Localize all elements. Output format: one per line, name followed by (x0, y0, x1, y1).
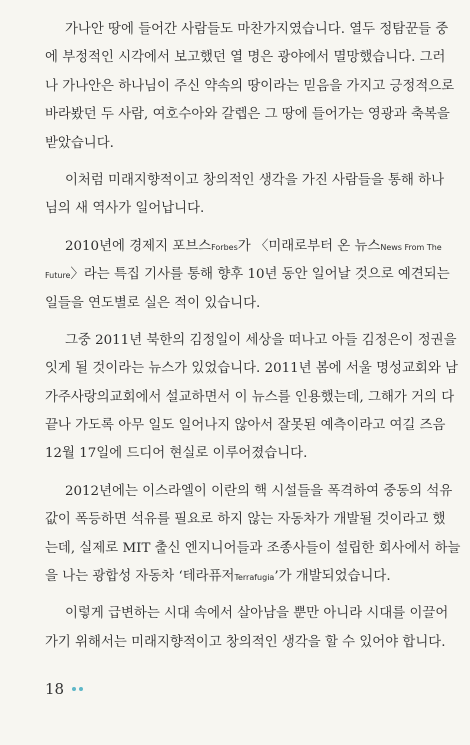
text-line: 12월 17일에 드디어 현실로 이루어졌습니다. (45, 446, 308, 462)
paragraph (45, 233, 450, 318)
text-run: 을 나는 광합성 자동차 ‘테라퓨저 (45, 569, 235, 585)
text-run: 가 〈미래로부터 온 뉴스 (237, 238, 381, 254)
text-line: 바라봤던 두 사람, 여호수아와 갈렙은 그 땅에 들어가는 영광과 축복을 (45, 107, 450, 123)
paragraph (45, 167, 445, 224)
text-line: 그중 2011년 북한의 김정일이 세상을 떠나고 아들 김정은이 정권을 (65, 332, 457, 348)
text-run: 〉라는 특집 기사를 통해 향후 10년 동안 일어날 것으로 예견되는 (70, 267, 450, 283)
text-line: 나 가나안은 하나님이 주신 약속의 땅이라는 믿음을 가지고 긍정적으로 (45, 78, 455, 94)
paragraph (45, 478, 461, 592)
paragraph (45, 600, 449, 657)
text-line: 가주사랑의교회에서 설교하면서 이 뉴스를 인용했는데, 그해가 거의 다 (45, 389, 455, 405)
text-run: 2010년에 경제지 포브스 (65, 238, 212, 254)
text-line: 가기 위해서는 미래지향적이고 창의적인 생각을 할 수 있어야 합니다. (45, 634, 446, 650)
text-line: 에 부정적인 시각에서 보고했던 열 명은 광야에서 멸망했습니다. 그러 (45, 50, 446, 66)
text-line (45, 261, 450, 289)
page-dots-icon (72, 687, 83, 691)
page-number: 18 (45, 680, 65, 698)
text-line: 값이 폭등하면 석유를 필요로 하지 않는 자동차가 개발될 것이라고 했 (45, 512, 446, 528)
text-line: 끝나 가도록 아무 일도 일어나지 않아서 잘못된 예측이라고 여길 즈음 (45, 418, 446, 434)
text-line: 이처럼 미래지향적이고 창의적인 생각을 가진 사람들을 통해 하나 (65, 172, 445, 188)
paragraph (45, 327, 458, 469)
text-line: 님의 새 역사가 일어납니다. (45, 201, 205, 217)
text-line: 2012년에는 이스라엘이 이란의 핵 시설들을 폭격하여 중동의 석유 (65, 483, 453, 499)
paragraph (45, 16, 455, 158)
body-text (45, 16, 461, 657)
text-line: 가나안 땅에 들어간 사람들도 마찬가지였습니다. 열두 정탐꾼들 중 (65, 22, 449, 37)
annotation-news-b: Future (45, 271, 71, 281)
annotation-terrafugia: Terrafugia (234, 573, 275, 583)
text-line (45, 563, 433, 591)
text-line (45, 233, 442, 261)
text-line: 이렇게 급변하는 시대 속에서 살아남을 뿐만 아니라 시대를 이끌어 (65, 606, 449, 622)
page-footer (45, 680, 83, 698)
text-line: 받았습니다. (45, 135, 114, 151)
annotation-forbes: Forbes (211, 242, 238, 252)
text-line: 잇게 될 것이라는 뉴스가 있었습니다. 2011년 봄에 서울 명성교회와 남 (45, 361, 458, 377)
text-line: 일들을 연도별로 실은 적이 있습니다. (45, 295, 261, 311)
text-line: 는데, 실제로 MIT 출신 엔지니어들과 조종사들이 설립한 회사에서 하늘 (45, 540, 461, 556)
annotation-news-a: News From The (380, 242, 442, 252)
text-run: ’가 개발되었습니다. (274, 569, 391, 585)
